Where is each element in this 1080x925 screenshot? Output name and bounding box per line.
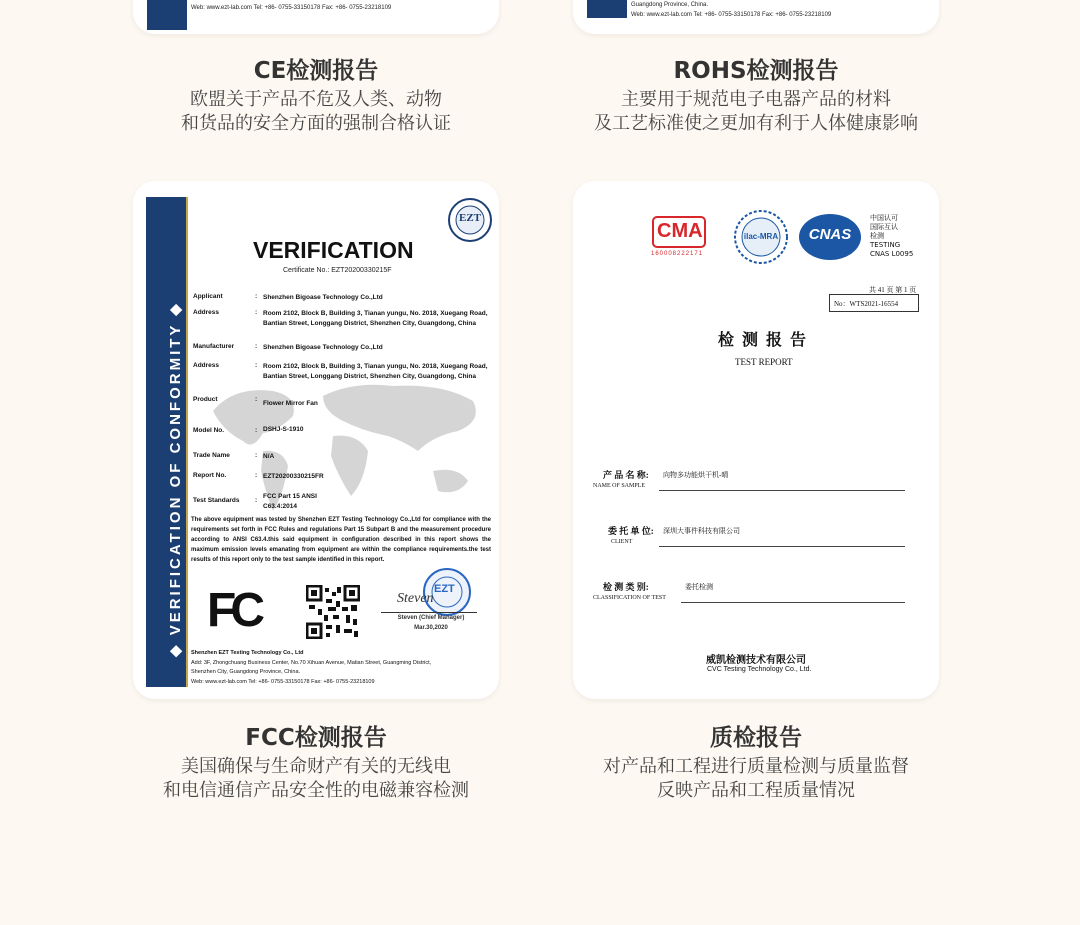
fcc-side-band (146, 197, 188, 687)
ce-title: CE检测报告 (253, 58, 379, 84)
field-line (659, 546, 905, 547)
rohs-desc-line2: 及工艺标准使之更加有利于人体健康影响 (594, 113, 918, 134)
company-name-en: CVC Testing Technology Co., Ltd. (707, 666, 812, 673)
rohs-title: ROHS检测报告 (673, 58, 839, 84)
ezt-seal-text: EZT (459, 212, 482, 224)
certificate-footer: Web: www.ezt-lab.com Tel: +86- 0755-33150178 Fax: +86- 0755-23218109 (191, 5, 392, 11)
rohs-caption (536, 56, 976, 136)
client-value: 深圳大事件科技有限公司 (663, 527, 740, 535)
report-number: No：WTS2021-16554 (829, 294, 919, 312)
client-label-en: CLIENT (611, 539, 633, 545)
signer-name: Steven (Chief Manager) (397, 615, 465, 621)
sample-name-value: 向物多功能烘干机-晴 (663, 471, 729, 479)
ce-desc-line1: 欧盟关于产品不危及人类、动物 (190, 89, 442, 110)
quality-desc-line1: 对产品和工程进行质量检测与质量监督 (603, 756, 909, 777)
quality-desc-line2: 反映产品和工程质量情况 (657, 780, 855, 801)
rohs-certificate-card[interactable] (573, 0, 939, 34)
sample-name-label: 产 品 名 称: (603, 470, 649, 480)
stamp-text: EZT (434, 583, 455, 595)
cma-number: 160008222171 (651, 251, 704, 257)
ce-certificate-card[interactable] (133, 0, 499, 34)
signature: Steven (397, 591, 434, 606)
page-info: 共 41 页 第 1 页 (869, 286, 917, 294)
sample-name-label-en: NAME OF SAMPLE (593, 483, 646, 489)
certificate-band (147, 0, 187, 30)
fcc-certificate-number: Certificate No.: EZT20200330215F (283, 267, 392, 274)
report-title-cn: 检 测 报 告 (718, 332, 809, 349)
company-name-cn: 威凯检测技术有限公司 (706, 655, 806, 666)
field-line (681, 602, 905, 603)
certificate-footer: Web: www.ezt-lab.com Tel: +86- 0755-33150178 Fax: +86- 0755-23218109 (631, 12, 832, 18)
cnas-description: 中国认可 国际互认 检测 TESTING CNAS L0095 (870, 214, 914, 258)
fcc-statement: The above equipment was tested by Shenzhen EZT Testing Technology Co.,Ltd for compliance with the requirements set forth in FCC Rules and regulations Part 15 Subpart B and the measurement procedure according to ANSI C63.4.this said equipment in configuration described in this report shows the maximum emission levels emanating from equipment are within the compliance requirements.the test results of this report only to the test sample identified in this report. (191, 517, 491, 563)
ilac-mra-logo: ilac-MRA (743, 232, 779, 241)
ce-desc-line2: 和货品的安全方面的强制合格认证 (181, 113, 451, 134)
test-class-value: 委托检测 (685, 583, 713, 591)
field-line (659, 490, 905, 491)
signature-line (381, 612, 477, 613)
fcc-caption (96, 723, 536, 803)
fcc-title: FCC检测报告 (245, 725, 387, 751)
test-class-label-en: CLASSIFICATION OF TEST (593, 595, 666, 601)
rohs-desc-line1: 主要用于规范电子电器产品的材料 (621, 89, 891, 110)
cma-logo: CMA (657, 220, 703, 242)
sign-date: Mar.30,2020 (414, 625, 448, 631)
fcc-band-text: ◆ VERIFICATION OF CONFORMITY ◆ (167, 301, 184, 657)
certificate-band (587, 0, 627, 18)
report-title-en: TEST REPORT (735, 357, 793, 367)
fcc-doc-title: VERIFICATION (253, 237, 414, 263)
fcc-desc-line1: 美国确保与生命财产有关的无线电 (181, 756, 451, 777)
fcc-desc-line2: 和电信通信产品安全性的电磁兼容检测 (163, 780, 469, 801)
ce-caption (96, 56, 536, 136)
cnas-logo: CNAS (808, 226, 852, 243)
qr-code-icon (306, 585, 360, 639)
fcc-footer: Shenzhen EZT Testing Technology Co., Ltd Add: 3F, Zhongchuang Business Center, No.70 Xihuan Avenue, Matian Street, Guangming District, Shenzhen City, Guangdong Province, China. Web: www.ezt-lab.com Tel: +86- 0755-33150178 Fax: +86- 0755-23218109 (191, 650, 432, 685)
quality-report-card[interactable] (573, 181, 939, 699)
test-class-label: 检 测 类 别: (603, 582, 649, 592)
quality-caption (536, 723, 976, 803)
quality-title: 质检报告 (710, 725, 802, 751)
certificate-address: Guangdong Province, China. (631, 2, 709, 8)
client-label: 委 托 单 位: (608, 526, 654, 536)
fc-logo: FC (207, 584, 259, 637)
fcc-certificate-card[interactable]: ◆ VERIFICATION OF CONFORMITY ◆ EZT VERIFICATION Certificate No.: EZT20200330215F Applicant : Shenzhen Bigoase Technology Co.,Ltd Address : Room 2102, Block B, Building 3, Tianan yungu, No. 2018, Xuegang Road, Bantian Street, Longgang District, Shenzhen City, Guangdong, China Manufacturer : Shenzhen Bigoase Technology Co.,Ltd Address : Room 2102, Block B, Building 3, Tianan yungu, No. 2018, Xuegang Road, Bantian Street, Longgang District, Shenzhen City, Guangdong, China Product : Flower Mirror Fan Model No. : DSHJ-S-1910 Trade Name : N/A Report No. : EZT20200330215FR Test Standards : FCC Part 15 ANSI C63.4:2014 The above equipment was tested by Shenzhen EZT Testing Technology Co.,Ltd for compliance with the requirements set forth in FCC Rules and regulations Part 15 Subpart B and the measurement procedure according to ANSI C63.4.this said equipment in configuration described in this report shows the maximum emission levels emanating from equipment are within the compliance requirements.the test results of this report only to the test sample identified in this report. FC EZT Steven Steven (Chief Manager) Mar.30,2020 Shenzhen EZT Testing Technology Co., Ltd Add: 3F, Zhongchuang Business Center, No.70 Xihuan Avenue, Matian Street, Guangming District, Shenzhen City, Guangdong Province, China. Web: www.ezt-lab.com Tel: +86- 0755-33150178 Fax: +86- 0755-23218109 (133, 181, 499, 699)
